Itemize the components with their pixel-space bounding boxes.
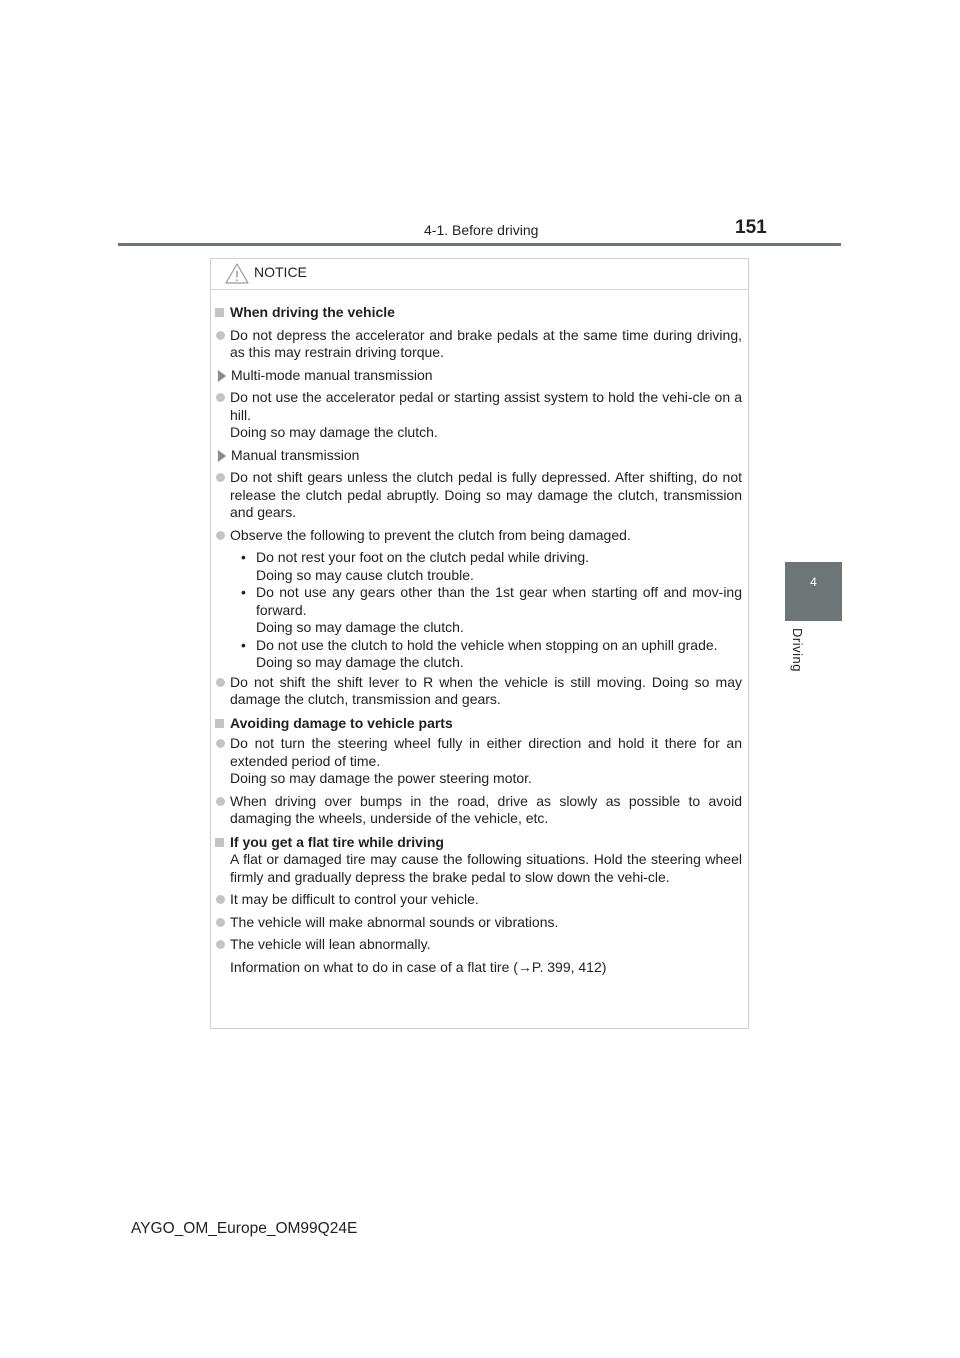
arrow-right-icon (218, 450, 226, 462)
sub-item-text-line: Doing so may damage the clutch. (256, 654, 464, 670)
round-bullet-icon (216, 739, 225, 748)
sub-item-text-line: Doing so may damage the clutch. (256, 619, 464, 635)
section-heading (214, 304, 742, 322)
sub-bullet-icon: • (241, 584, 246, 600)
list-item (214, 735, 742, 788)
list-item (214, 327, 742, 362)
section-heading (214, 715, 742, 733)
section-heading (214, 834, 742, 852)
arrow-right-icon (218, 370, 226, 382)
page-number: 151 (735, 217, 767, 238)
sub-item-text (256, 549, 742, 584)
sub-bullet-icon: • (241, 549, 246, 565)
list-item (214, 527, 742, 545)
sub-item-text-line: Doing so may cause clutch trouble. (256, 566, 474, 583)
sub-item (214, 637, 742, 672)
round-bullet-icon (216, 393, 225, 402)
warning-triangle-icon (225, 263, 249, 284)
section-outro: Information on what to do in case of a flat tire (→P. 399, 412) (230, 958, 607, 975)
sub-item-text (256, 637, 742, 672)
list-item-text: Do not shift the shift lever to R when the vehicle is still moving. Doing so may damage the clutch, transmission and gears. (230, 673, 742, 707)
list-item (214, 389, 742, 442)
round-bullet-icon (216, 940, 225, 949)
section-title: When driving the vehicle (230, 304, 395, 320)
sub-item-text (256, 584, 742, 637)
list-item-text-line: Doing so may damage the power steering motor. (230, 770, 532, 786)
list-item (214, 936, 742, 954)
sub-item-text-line: Do not rest your foot on the clutch pedal while driving. (256, 549, 590, 565)
sub-item (214, 584, 742, 637)
list-item-text (230, 735, 742, 788)
list-item-text-line: Do not use the accelerator pedal or starting assist system to hold the vehi-cle on a hill. (230, 389, 742, 423)
transmission-type-heading (214, 447, 742, 465)
list-item-text: The vehicle will make abnormal sounds or vibrations. (230, 913, 559, 930)
transmission-type-heading (214, 367, 742, 385)
list-item-text: Observe the following to prevent the clutch from being damaged. (230, 526, 631, 543)
list-item-text-line: Do not turn the steering wheel fully in either direction and hold it there for an extended period of time. (230, 735, 742, 769)
chapter-tab-number: 4 (810, 575, 817, 589)
sub-item-text-line: Do not use the clutch to hold the vehicle when stopping on an uphill grade. (256, 636, 718, 653)
list-item (214, 674, 742, 709)
section-title: Avoiding damage to vehicle parts (230, 714, 453, 731)
round-bullet-icon (216, 531, 225, 540)
list-item-text-line: Doing so may damage the clutch. (230, 424, 438, 440)
list-item-text: It may be difficult to control your vehicle. (230, 891, 479, 907)
transmission-type-label: Manual transmission (231, 446, 360, 463)
round-bullet-icon (216, 473, 225, 482)
round-bullet-icon (216, 678, 225, 687)
chapter-tab (785, 562, 842, 621)
list-item (214, 891, 742, 909)
list-item (214, 914, 742, 932)
notice-content (211, 290, 748, 976)
header-rule (118, 243, 841, 246)
document-id: AYGO_OM_Europe_OM99Q24E (131, 1220, 358, 1237)
sub-item (214, 549, 742, 584)
list-item-text (230, 389, 742, 442)
list-item (214, 793, 742, 828)
sub-bullet-icon: • (241, 636, 246, 653)
square-bullet-icon (215, 719, 224, 728)
header-section-title: 4-1. Before driving (424, 222, 539, 238)
square-bullet-icon (215, 308, 224, 317)
round-bullet-icon (216, 895, 225, 904)
round-bullet-icon (216, 797, 225, 806)
section-title: If you get a flat tire while driving (230, 833, 444, 850)
notice-box (210, 258, 749, 1029)
round-bullet-icon (216, 331, 225, 340)
chapter-tab-label: Driving (790, 628, 805, 672)
sub-item-text-line: Do not use any gears other than the 1st gear when starting off and mov-ing forward. (256, 584, 742, 618)
transmission-type-label: Multi-mode manual transmission (231, 366, 433, 383)
notice-label: NOTICE (254, 264, 307, 280)
notice-header (211, 259, 748, 290)
list-item-text: Do not shift gears unless the clutch pedal is fully depressed. After shifting, do not release the clutch pedal abruptly. Doing so may damage the clutch, transmission and gears. (230, 469, 742, 520)
list-item-text: When driving over bumps in the road, drive as slowly as possible to avoid damaging the wheels, underside of the vehicle, etc. (230, 792, 742, 826)
list-item-text: Do not depress the accelerator and brake pedals at the same time during driving, as this may restrain driving torque. (230, 326, 742, 360)
square-bullet-icon (215, 838, 224, 847)
section-intro: A flat or damaged tire may cause the following situations. Hold the steering wheel firmly and gradually depress the brake pedal to slow down the vehi-cle. (230, 851, 742, 885)
round-bullet-icon (216, 918, 225, 927)
list-item (214, 469, 742, 522)
list-item-text: The vehicle will lean abnormally. (230, 936, 431, 952)
